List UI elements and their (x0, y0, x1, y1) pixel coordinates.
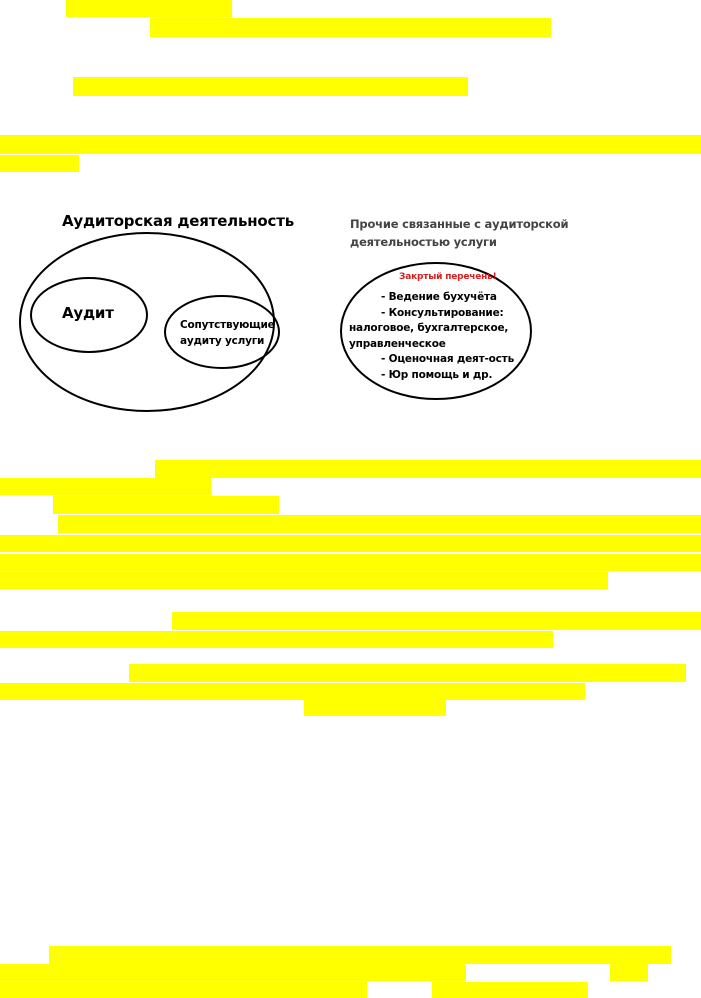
highlighted-text-line (432, 982, 588, 998)
highlighted-text-line (49, 946, 671, 964)
audit-label: Аудит (62, 304, 114, 322)
related-services-label-line: Сопутствующие (180, 319, 275, 331)
service-list-item: - Юр помощь и др. (381, 369, 493, 381)
highlighted-text-line (610, 964, 648, 981)
related-services-label-line: аудиту услуги (180, 335, 265, 347)
highlighted-text-line (0, 135, 701, 154)
highlighted-text-line (53, 496, 279, 514)
highlighted-text-line (0, 155, 79, 172)
highlighted-text-line (0, 631, 553, 648)
highlighted-text-line (66, 0, 232, 17)
related-services-ellipse (165, 296, 279, 368)
other-services-title-line: деятельностью услуги (350, 235, 497, 249)
highlighted-text-line (0, 982, 367, 998)
highlighted-text-line (150, 18, 551, 37)
highlighted-text-line (0, 535, 701, 552)
service-list-item: налоговое, бухгалтерское, (349, 322, 509, 334)
closed-list-title: Закртый перечень! (399, 272, 497, 282)
highlighted-text-line (0, 572, 608, 589)
service-list-item: управленческое (349, 338, 446, 350)
highlighted-text-line (0, 964, 466, 981)
highlighted-text-line (0, 478, 211, 495)
service-list-item: - Оценочная деят-ость (381, 353, 515, 365)
highlighted-text-line (304, 700, 446, 716)
audit-activity-diagram (0, 200, 701, 420)
highlighted-text-line (73, 77, 468, 96)
highlighted-text-line (155, 460, 701, 478)
highlighted-text-line (0, 554, 701, 571)
highlighted-text-line (0, 683, 585, 700)
highlighted-text-line (58, 515, 701, 533)
other-services-title-line: Прочие связанные с аудиторской (350, 217, 569, 231)
service-list-item: - Консультирование: (381, 307, 504, 319)
service-list-item: - Ведение бухучёта (381, 291, 497, 303)
highlighted-text-line (172, 612, 701, 630)
audit-activity-title: Аудиторская деятельность (62, 212, 294, 230)
highlighted-text-line (129, 664, 686, 682)
